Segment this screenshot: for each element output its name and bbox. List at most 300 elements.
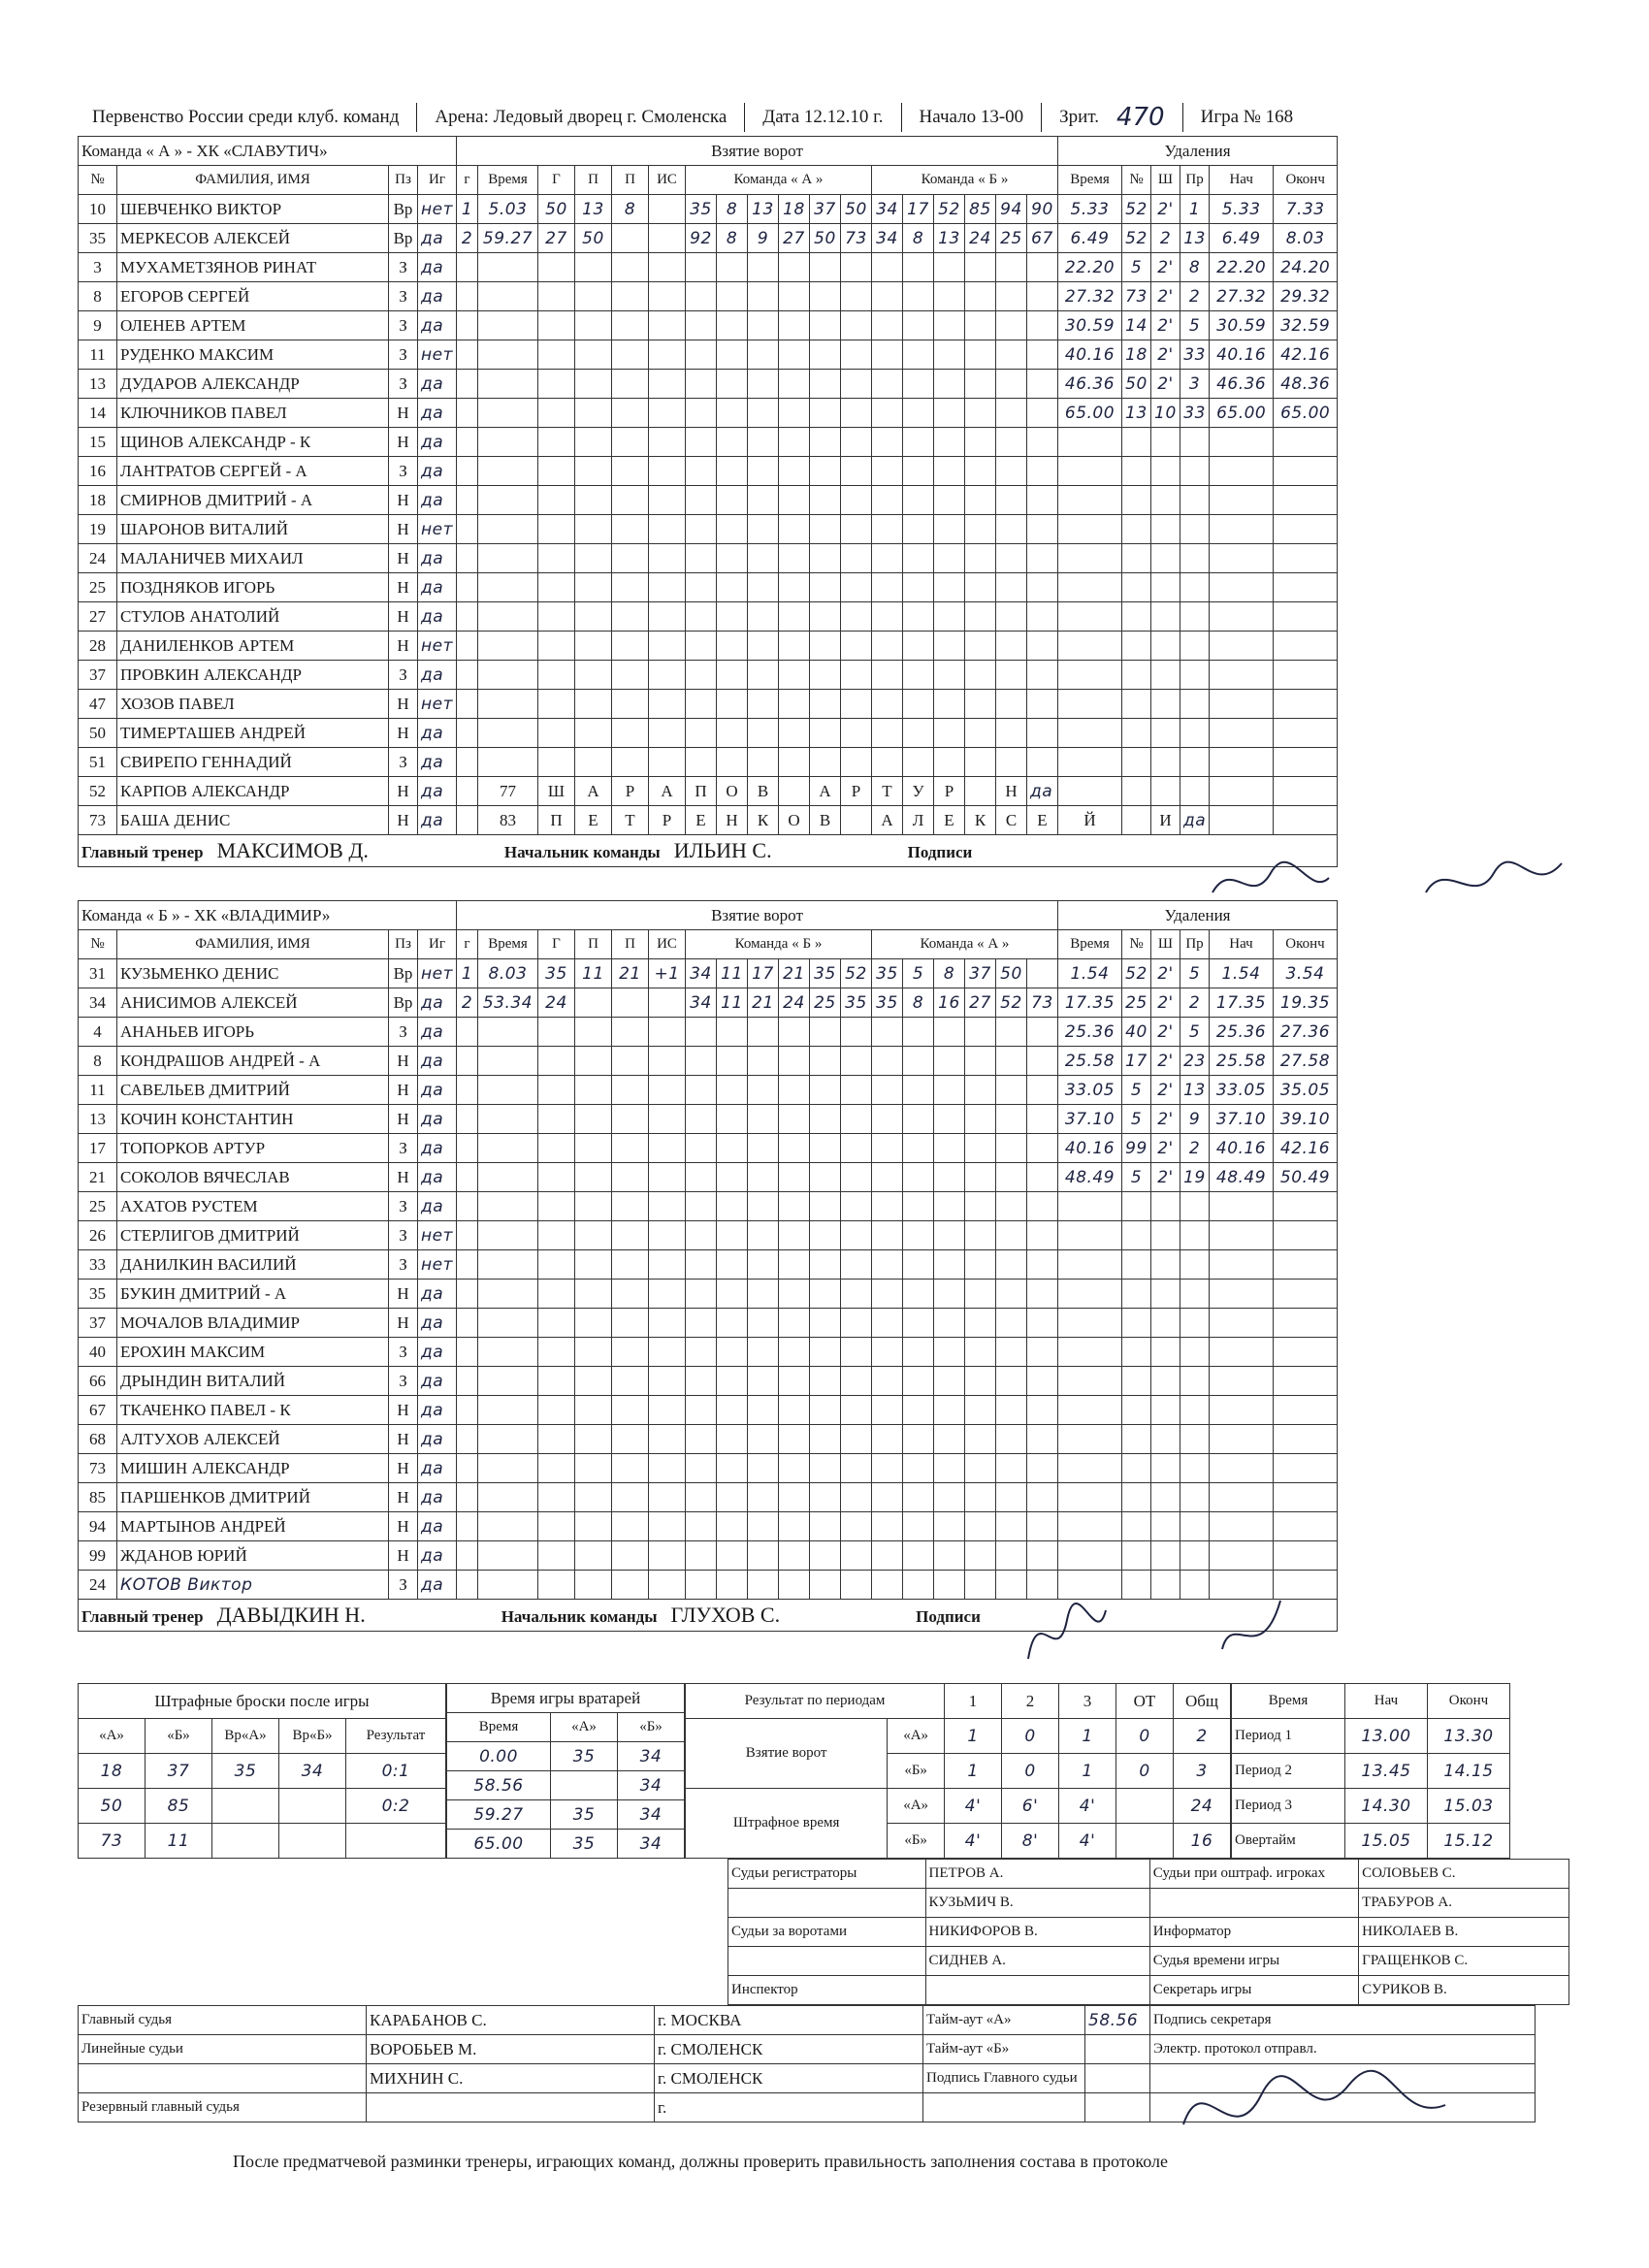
goal-own-player xyxy=(716,1309,747,1338)
goal-opp-player xyxy=(933,690,964,719)
extra-letter: Л xyxy=(902,806,933,835)
goal-time xyxy=(477,1425,537,1454)
goal-time xyxy=(477,573,537,602)
team-a-section xyxy=(78,136,1569,867)
player-name: КУЗЬМЕНКО ДЕНИС xyxy=(117,959,389,988)
col-pen_start: Нач xyxy=(1210,166,1274,195)
penalty-r: 3 xyxy=(1180,370,1209,399)
penalty-t: 6.49 xyxy=(1057,224,1121,253)
penalty-n xyxy=(1121,1192,1150,1221)
goal-opp-player xyxy=(964,1571,995,1600)
period-time-row xyxy=(1232,1824,1510,1859)
goal-opp-player xyxy=(871,1221,902,1250)
goal-p1 xyxy=(574,1541,611,1571)
player-row xyxy=(79,1425,1338,1454)
goal-own-player xyxy=(685,340,716,370)
player-row xyxy=(79,1134,1338,1163)
goal-time xyxy=(477,1309,537,1338)
penalty-n xyxy=(1121,1367,1150,1396)
period-value xyxy=(1116,1789,1174,1824)
penalty-m xyxy=(1150,719,1180,748)
officials-row xyxy=(728,1976,1569,2005)
shootout-cell: 18 xyxy=(79,1754,146,1789)
shootout-cell: 50 xyxy=(79,1789,146,1824)
goal-own-player: 50 xyxy=(809,224,840,253)
goal-opp-player xyxy=(902,340,933,370)
goal-opp-player: 52 xyxy=(933,195,964,224)
penalty-r xyxy=(1180,1512,1209,1541)
col-played: Иг xyxy=(418,166,457,195)
goal-opp-player xyxy=(902,457,933,486)
penalty-m: 2' xyxy=(1150,1105,1180,1134)
goal-opp-player xyxy=(933,602,964,632)
player-row xyxy=(79,1221,1338,1250)
player-row xyxy=(79,1076,1338,1105)
penalty-s xyxy=(1210,486,1274,515)
goal-is xyxy=(648,1396,685,1425)
goal-judge-name: СИДНЕВ А. xyxy=(925,1947,1149,1976)
goal-g xyxy=(537,1571,574,1600)
goal-g xyxy=(456,602,477,632)
goal-g xyxy=(456,1571,477,1600)
goal-opp-player xyxy=(871,544,902,573)
goalies-cell: 34 xyxy=(618,1742,685,1771)
goal-own-player xyxy=(716,340,747,370)
penalty-e: 35.05 xyxy=(1273,1076,1337,1105)
player-played: да xyxy=(418,1396,457,1425)
goal-opp-player xyxy=(964,573,995,602)
col-num: № xyxy=(79,166,117,195)
goal-own-player xyxy=(809,1105,840,1134)
player-position: Н xyxy=(389,1454,418,1483)
penbox-name: СОЛОВЬЕВ С. xyxy=(1359,1860,1569,1889)
player-number: 21 xyxy=(79,1163,117,1192)
goal-own-player xyxy=(809,282,840,311)
period-value: 0 xyxy=(1002,1754,1059,1789)
goal-g xyxy=(537,1134,574,1163)
goal-opp-player xyxy=(902,602,933,632)
goal-own-player xyxy=(840,1541,871,1571)
goal-g xyxy=(456,1105,477,1134)
goal-time xyxy=(477,1367,537,1396)
goal-opp-player xyxy=(871,661,902,690)
goal-own-player xyxy=(747,1425,778,1454)
goal-own-player xyxy=(840,1192,871,1221)
linesmen-label: Линейные судьи xyxy=(79,2035,367,2064)
goal-own-player xyxy=(747,632,778,661)
goal-opp-player xyxy=(902,1367,933,1396)
goal-p2 xyxy=(611,1192,648,1221)
goal-opp-player xyxy=(964,1396,995,1425)
period-time-cell: 13.45 xyxy=(1345,1754,1428,1789)
goal-opp-player xyxy=(902,544,933,573)
goal-own-player xyxy=(809,1076,840,1105)
player-row xyxy=(79,428,1338,457)
goal-own-player xyxy=(840,340,871,370)
penalty-m: 2' xyxy=(1150,988,1180,1018)
goal-own-player xyxy=(685,486,716,515)
goal-opp-player: 50 xyxy=(995,959,1026,988)
player-number: 33 xyxy=(79,1250,117,1280)
goal-is xyxy=(648,1192,685,1221)
extra-letter: П xyxy=(537,806,574,835)
goal-opp-player: 37 xyxy=(964,959,995,988)
goal-p2 xyxy=(611,573,648,602)
goal-g: 50 xyxy=(537,195,574,224)
period-value: 1 xyxy=(945,1754,1002,1789)
col-pen_time: Время xyxy=(1057,930,1121,959)
goal-own-player xyxy=(778,1541,809,1571)
goal-own-player xyxy=(747,1367,778,1396)
goal-opp-player xyxy=(1026,1309,1057,1338)
goal-p2 xyxy=(611,1076,648,1105)
player-row xyxy=(79,1047,1338,1076)
goalies-cell: 34 xyxy=(618,1771,685,1800)
goal-g xyxy=(537,1483,574,1512)
goal-own-player xyxy=(747,544,778,573)
penalty-s: 48.49 xyxy=(1209,1163,1273,1192)
goal-is xyxy=(648,719,685,748)
referee-row xyxy=(79,2006,1536,2035)
goal-own-player xyxy=(809,1221,840,1250)
penalty-s xyxy=(1210,515,1274,544)
goal-own-player: 9 xyxy=(747,224,778,253)
goal-opp-player xyxy=(933,340,964,370)
goal-opp-player xyxy=(1026,544,1057,573)
player-position: Н xyxy=(389,1076,418,1105)
penalty-m xyxy=(1150,632,1180,661)
goal-own-player xyxy=(778,1309,809,1338)
goal-opp-player xyxy=(995,602,1026,632)
goal-is xyxy=(648,1250,685,1280)
goalies-cell: 34 xyxy=(618,1800,685,1830)
goal-own-player: 35 xyxy=(685,195,716,224)
period-time-col: Время xyxy=(1232,1684,1345,1719)
goal-own-player xyxy=(840,1163,871,1192)
player-number: 10 xyxy=(79,195,117,224)
penalty-m xyxy=(1150,1454,1180,1483)
goal-opp-player xyxy=(1026,1076,1057,1105)
penalty-t: 25.36 xyxy=(1057,1018,1121,1047)
goal-opp-player xyxy=(995,1425,1026,1454)
goal-own-player xyxy=(716,1018,747,1047)
penalty-m xyxy=(1150,1250,1180,1280)
goal-p2 xyxy=(611,544,648,573)
period-time-cell: 15.05 xyxy=(1345,1824,1428,1859)
goal-own-player xyxy=(716,1076,747,1105)
penalty-t xyxy=(1057,1250,1121,1280)
period-value: 4' xyxy=(945,1824,1002,1859)
goal-p2 xyxy=(611,1221,648,1250)
extra-letter: В xyxy=(809,806,840,835)
goal-own-player xyxy=(778,1396,809,1425)
goal-own-player: 11 xyxy=(716,959,747,988)
goal-time xyxy=(477,457,537,486)
goal-own-player xyxy=(685,1280,716,1309)
player-position: Н xyxy=(389,544,418,573)
player-name: ТИМЕРТАШЕВ АНДРЕЙ xyxy=(117,719,389,748)
period-value: 0 xyxy=(1002,1719,1059,1754)
goal-is xyxy=(648,1309,685,1338)
officials-row xyxy=(728,1918,1569,1947)
period-row-label: Штрафное время xyxy=(686,1789,888,1859)
own-team-label: Команда « Б » xyxy=(685,930,871,959)
penalty-n xyxy=(1121,486,1150,515)
goal-p2: 8 xyxy=(611,195,648,224)
goal-opp-player xyxy=(1026,340,1057,370)
penalty-e: 42.16 xyxy=(1273,1134,1337,1163)
penalty-r xyxy=(1180,602,1209,632)
goal-g xyxy=(537,1105,574,1134)
goal-p2 xyxy=(611,632,648,661)
player-played: да xyxy=(418,806,457,835)
player-name: ХОЗОВ ПАВЕЛ xyxy=(117,690,389,719)
shootout-cell: 85 xyxy=(146,1789,212,1824)
penalty-m xyxy=(1150,457,1180,486)
penalty-n: 52 xyxy=(1121,224,1150,253)
goal-opp-player xyxy=(1026,457,1057,486)
goal-own-player xyxy=(747,1192,778,1221)
goal-g xyxy=(456,1221,477,1250)
goal-p1 xyxy=(574,1483,611,1512)
player-row xyxy=(79,1338,1338,1367)
player-number: 26 xyxy=(79,1221,117,1250)
goal-g xyxy=(537,1338,574,1367)
goal-own-player xyxy=(685,1105,716,1134)
player-name: СВИРЕПО ГЕННАДИЙ xyxy=(117,748,389,777)
goal-opp-player xyxy=(1026,602,1057,632)
player-played: да xyxy=(418,544,457,573)
goal-opp-player xyxy=(964,1221,995,1250)
goal-own-player xyxy=(809,544,840,573)
penalty-e: 7.33 xyxy=(1274,195,1338,224)
goal-own-player: 73 xyxy=(840,224,871,253)
goal-own-player xyxy=(778,1280,809,1309)
goal-opp-player xyxy=(871,457,902,486)
goal-own-player xyxy=(716,719,747,748)
col-pos: Пз xyxy=(389,930,418,959)
goal-g xyxy=(537,1512,574,1541)
penalty-t xyxy=(1057,602,1121,632)
penalty-e: 8.03 xyxy=(1274,224,1338,253)
player-position: З xyxy=(389,311,418,340)
goal-opp-player xyxy=(995,1192,1026,1221)
player-row xyxy=(79,311,1338,340)
goal-time: 8.03 xyxy=(477,959,537,988)
goal-own-player xyxy=(840,719,871,748)
extra-letter: Е xyxy=(685,806,716,835)
goal-own-player xyxy=(716,748,747,777)
goal-own-player xyxy=(685,1192,716,1221)
col-is: ИС xyxy=(648,166,685,195)
goal-opp-player xyxy=(933,1512,964,1541)
penalty-m xyxy=(1150,1221,1180,1250)
empty-cell xyxy=(1057,777,1121,806)
goal-opp-player xyxy=(871,1105,902,1134)
shootout-row xyxy=(79,1824,446,1859)
team-title: Команда « Б » - ХК «ВЛАДИМИР» xyxy=(79,901,457,930)
secretary-name: СУРИКОВ В. xyxy=(1359,1976,1569,2005)
player-number: 50 xyxy=(79,719,117,748)
goal-opp-player xyxy=(964,690,995,719)
goal-opp-player xyxy=(902,515,933,544)
player-number: 13 xyxy=(79,1105,117,1134)
goal-opp-player xyxy=(933,428,964,457)
goal-g xyxy=(456,1309,477,1338)
goal-opp-player xyxy=(964,253,995,282)
period-value: 2 xyxy=(1174,1719,1231,1754)
col-p1: П xyxy=(574,930,611,959)
period-value: 16 xyxy=(1174,1824,1231,1859)
goal-opp-player xyxy=(964,457,995,486)
goal-own-player xyxy=(685,282,716,311)
penalty-t xyxy=(1057,1483,1121,1512)
goal-own-player xyxy=(685,602,716,632)
goal-g xyxy=(456,1512,477,1541)
player-row xyxy=(79,486,1338,515)
player-name: МАЛАНИЧЕВ МИХАИЛ xyxy=(117,544,389,573)
goal-opp-player xyxy=(964,1454,995,1483)
goal-own-player xyxy=(809,1396,840,1425)
goal-own-player xyxy=(747,399,778,428)
penalty-m: 2' xyxy=(1150,1163,1180,1192)
goal-own-player xyxy=(778,486,809,515)
coach-label: Главный тренер xyxy=(81,843,204,861)
player-position: Н xyxy=(389,806,418,835)
goal-own-player xyxy=(778,661,809,690)
goal-own-player xyxy=(840,253,871,282)
goal-is xyxy=(648,1454,685,1483)
signatures-a xyxy=(1203,854,1571,912)
player-name: ДУДАРОВ АЛЕКСАНДР xyxy=(117,370,389,399)
extra-letter: С xyxy=(995,806,1026,835)
goal-own-player xyxy=(685,1425,716,1454)
goal-opp-player xyxy=(964,1105,995,1134)
penalty-r xyxy=(1180,719,1209,748)
shootout-col: Вр«Б» xyxy=(279,1719,346,1754)
player-number: 47 xyxy=(79,690,117,719)
goal-own-player xyxy=(685,1163,716,1192)
goal-g xyxy=(456,282,477,311)
main-ref-city: г. МОСКВА xyxy=(655,2006,923,2035)
player-played: да xyxy=(418,1018,457,1047)
goal-is xyxy=(648,661,685,690)
goal-own-player xyxy=(809,1367,840,1396)
goal-g xyxy=(537,370,574,399)
goalies-cell xyxy=(551,1771,618,1800)
penalty-e xyxy=(1273,1483,1337,1512)
goal-own-player xyxy=(747,1338,778,1367)
penalty-n xyxy=(1121,515,1150,544)
shootout-cell: 73 xyxy=(79,1824,146,1859)
player-name: СТУЛОВ АНАТОЛИЙ xyxy=(117,602,389,632)
player-name: ОЛЕНЕВ АРТЕМ xyxy=(117,311,389,340)
goal-p1 xyxy=(574,1250,611,1280)
extra-letter: В xyxy=(747,777,778,806)
goal-opp-player xyxy=(871,1367,902,1396)
player-row xyxy=(79,573,1338,602)
goalies-cell: 35 xyxy=(551,1742,618,1771)
col-pen_start: Нач xyxy=(1209,930,1273,959)
goal-p2 xyxy=(611,1105,648,1134)
goal-own-player xyxy=(716,1105,747,1134)
penalty-n xyxy=(1121,1221,1150,1250)
col-pen_min: Ш xyxy=(1150,166,1180,195)
goal-own-player xyxy=(809,311,840,340)
goal-own-player: 11 xyxy=(716,988,747,1018)
penalty-t xyxy=(1057,1454,1121,1483)
goal-opp-player xyxy=(871,1018,902,1047)
penalty-e: 27.36 xyxy=(1273,1018,1337,1047)
goal-own-player xyxy=(840,573,871,602)
goal-p1 xyxy=(574,1338,611,1367)
player-row xyxy=(79,1541,1338,1571)
penalty-r xyxy=(1180,1483,1209,1512)
goal-p2 xyxy=(611,1425,648,1454)
player-position: Н xyxy=(389,1047,418,1076)
goal-p2 xyxy=(611,1018,648,1047)
penalty-s xyxy=(1209,1221,1273,1250)
goal-opp-player xyxy=(995,253,1026,282)
goal-own-player xyxy=(778,1105,809,1134)
shootout-cell xyxy=(279,1789,346,1824)
empty xyxy=(367,2093,655,2122)
goal-own-player xyxy=(716,1134,747,1163)
goal-own-player xyxy=(716,1454,747,1483)
penalty-r: 13 xyxy=(1180,224,1209,253)
goal-opp-player xyxy=(964,515,995,544)
player-played: нет xyxy=(418,340,457,370)
player-number: 24 xyxy=(79,544,117,573)
player-number: 8 xyxy=(79,1047,117,1076)
goal-own-player xyxy=(809,1512,840,1541)
player-played: нет xyxy=(418,1221,457,1250)
goal-opp-player: 17 xyxy=(902,195,933,224)
goal-own-player xyxy=(716,1338,747,1367)
goalies-cell: 65.00 xyxy=(447,1830,551,1859)
player-position: З xyxy=(389,1018,418,1047)
goal-own-player xyxy=(685,1367,716,1396)
goal-own-player: 24 xyxy=(778,988,809,1018)
period-time-cell: 13.00 xyxy=(1345,1719,1428,1754)
period-time-cell: Период 1 xyxy=(1232,1719,1345,1754)
penalty-s: 40.16 xyxy=(1210,340,1274,370)
goal-opp-player xyxy=(964,1541,995,1571)
goal-time xyxy=(477,340,537,370)
goal-opp-player xyxy=(902,748,933,777)
penbox-name: ТРАБУРОВ А. xyxy=(1359,1889,1569,1918)
player-row xyxy=(79,1192,1338,1221)
penalty-e xyxy=(1273,1250,1337,1280)
player-number: 67 xyxy=(79,1396,117,1425)
goal-opp-player xyxy=(933,1221,964,1250)
goal-p1 xyxy=(574,1280,611,1309)
player-name: МОЧАЛОВ ВЛАДИМИР xyxy=(117,1309,389,1338)
spectators-label: Зрит. xyxy=(1059,107,1099,127)
shootout-col: Вр«А» xyxy=(212,1719,279,1754)
col-pen_num: № xyxy=(1121,166,1150,195)
player-number: 11 xyxy=(79,1076,117,1105)
player-row xyxy=(79,777,1338,806)
penalty-t xyxy=(1057,486,1121,515)
goalies-title: Время игры вратарей xyxy=(447,1684,685,1713)
player-played: нет xyxy=(418,1250,457,1280)
extra-letter: А xyxy=(871,806,902,835)
penalty-s xyxy=(1210,457,1274,486)
penbox-label: Судьи при оштраф. игроках xyxy=(1149,1860,1358,1889)
goal-opp-player xyxy=(995,1396,1026,1425)
penalty-r xyxy=(1180,1425,1209,1454)
